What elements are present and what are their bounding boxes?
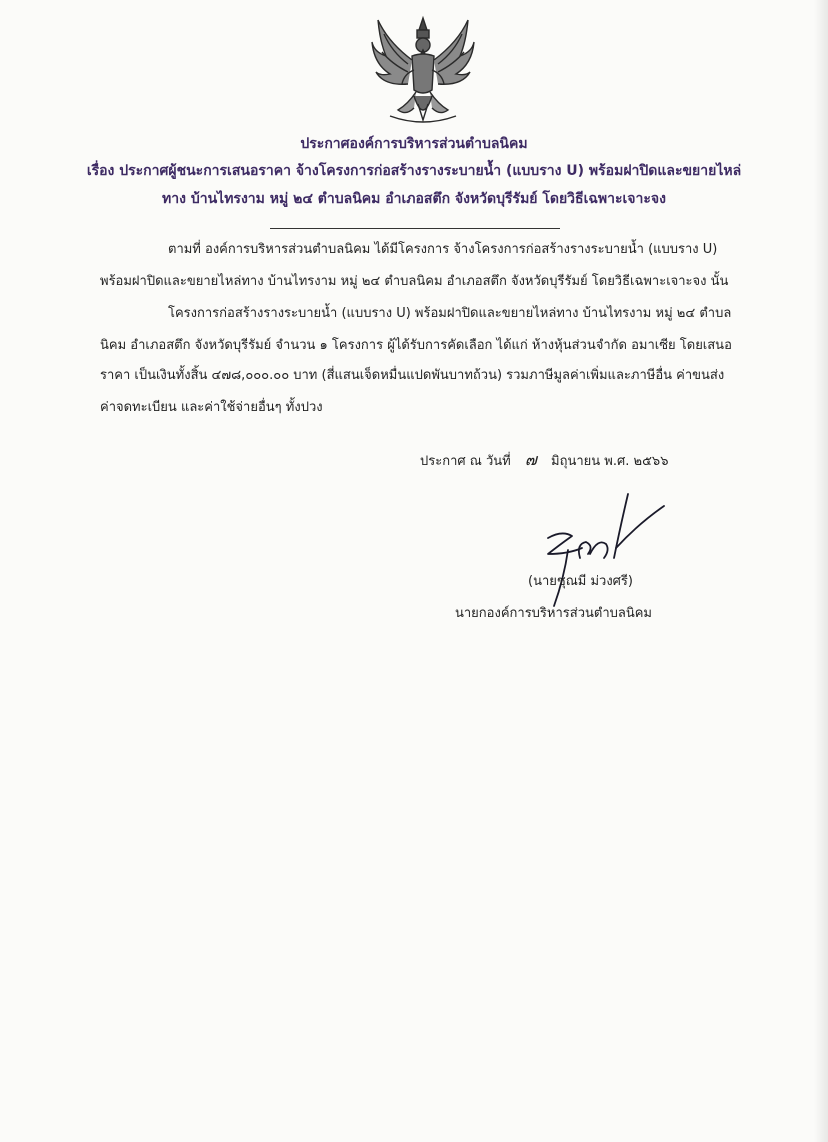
organization-heading: ประกาศองค์การบริหารส่วนตำบลนิคม <box>300 136 528 152</box>
announcement-date <box>420 448 668 473</box>
signer-position: นายกองค์การบริหารส่วนตำบลนิคม <box>455 606 652 621</box>
body-line: ตามที่ องค์การบริหารส่วนตำบลนิคม ได้มีโครงการ จ้างโครงการก่อสร้างรางระบายน้ำ (แบบราง U) <box>168 242 718 257</box>
body-line: นิคม อำเภอสตึก จังหวัดบุรีรัมย์ จำนวน ๑ โครงการ ผู้ได้รับการคัดเลือก ได้แก่ ห้างหุ้นส่วนจำกัด อมาเซีย โดยเสนอ <box>100 338 732 353</box>
announcement-prefix: ประกาศ ณ วันที่ <box>420 454 511 469</box>
subject-line-1: เรื่อง ประกาศผู้ชนะการเสนอราคา จ้างโครงการก่อสร้างรางระบายน้ำ (แบบราง U) พร้อมฝาปิดและขยายไหล่ <box>86 163 742 179</box>
handwritten-signature-icon <box>528 488 678 610</box>
signer-name: (นายชุณมี ม่วงศรี) <box>528 574 633 589</box>
body-line: ค่าจดทะเบียน และค่าใช้จ่ายอื่นๆ ทั้งปวง <box>100 400 323 415</box>
body-line: พร้อมฝาปิดและขยายไหล่ทาง บ้านไทรงาม หมู่ ๒๔ ตำบลนิคม อำเภอสตึก จังหวัดบุรีรัมย์ โดยวิธีเฉพาะเจาะจง นั้น <box>100 274 729 289</box>
announcement-day: ๗ <box>524 450 537 469</box>
garuda-emblem-icon <box>368 12 478 130</box>
body-line: ราคา เป็นเงินทั้งสิ้น ๔๗๘,๐๐๐.๐๐ บาท (สี่แสนเจ็ดหมื่นแปดพันบาทถ้วน) รวมภาษีมูลค่าเพิ่มและภาษีอื่น ค่าขนส่ง <box>100 368 725 383</box>
body-line: โครงการก่อสร้างรางระบายน้ำ (แบบราง U) พร้อมฝาปิดและขยายไหล่ทาง บ้านไทรงาม หมู่ ๒๔ ตำบล <box>168 306 732 321</box>
announcement-month-year: มิถุนายน พ.ศ. ๒๕๖๖ <box>551 454 669 469</box>
subject-line-2: ทาง บ้านไทรงาม หมู่ ๒๔ ตำบลนิคม อำเภอสตึก จังหวัดบุรีรัมย์ โดยวิธีเฉพาะเจาะจง <box>162 191 666 207</box>
separator-rule <box>270 228 560 229</box>
